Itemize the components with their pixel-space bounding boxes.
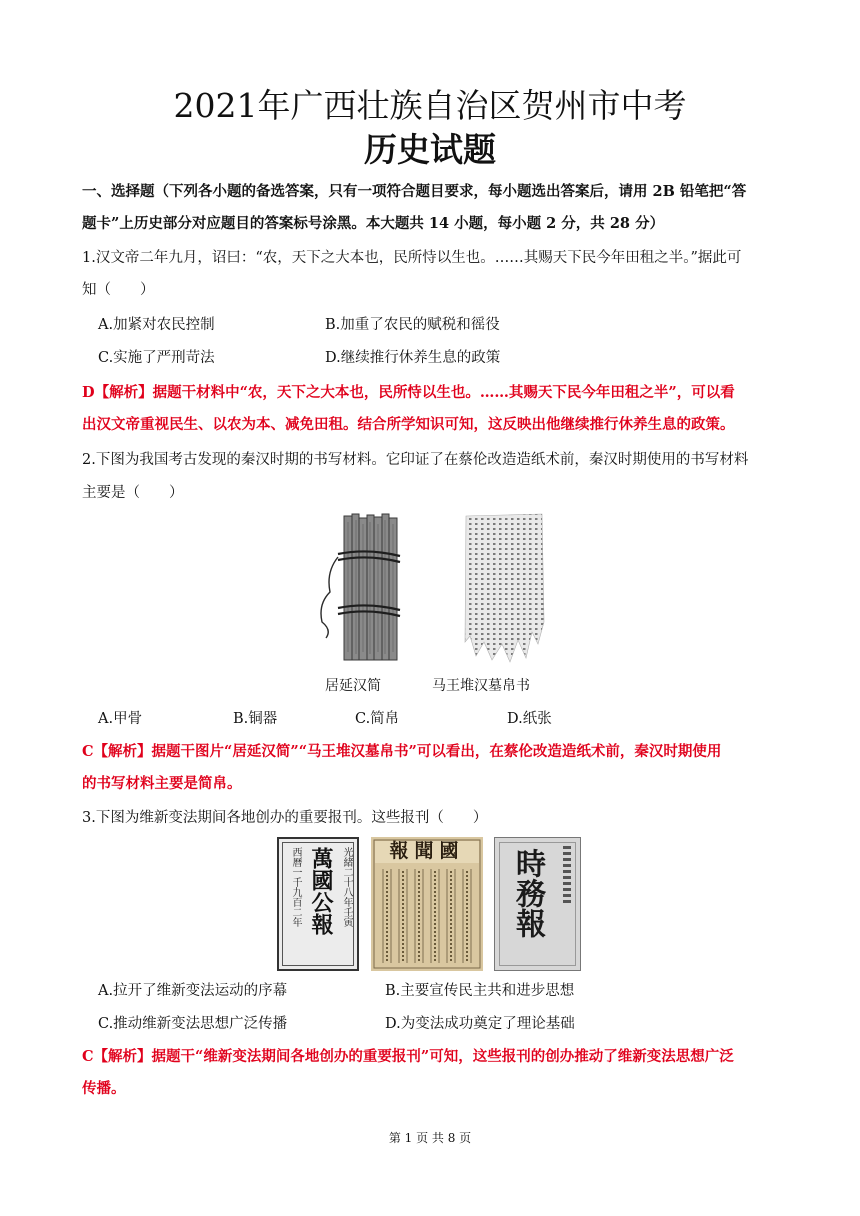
- shiwu-bao-newspaper-image: [494, 837, 581, 971]
- q2-answer-line1: C【解析】据题干图片“居延汉简”“马王堆汉墓帛书”可以看出，在蔡伦改造造纸术前，秦汉时期使用: [82, 743, 722, 760]
- q3-option-b: B.主要宣传民主共和进步思想: [385, 983, 575, 999]
- section-instructions-line1: 一、选择题（下列各小题的备选答案，只有一项符合题目要求，每小题选出答案后，请用 2B 铅笔把“答: [82, 183, 747, 200]
- q3-option-d: D.为变法成功奠定了理论基础: [385, 1016, 575, 1032]
- q2-stem-line2: 主要是（ ）: [82, 485, 184, 501]
- juyan-bamboo-slips-image: [308, 512, 408, 664]
- page-number-footer: 第 1 页 共 8 页: [388, 1131, 472, 1145]
- q2-option-c: C.简帛: [355, 711, 400, 727]
- q1-option-c: C.实施了严刑苛法: [98, 350, 215, 366]
- exam-subtitle: 历史试题: [364, 130, 496, 169]
- wanguo-gongbao-newspaper-image: [277, 837, 359, 971]
- q2-stem-line1: 2.下图为我国考古发现的秦汉时期的书写材料。它印证了在蔡伦改造造纸术前，秦汉时期使用的书写材料: [82, 452, 749, 468]
- q2-option-a: A.甲骨: [98, 711, 143, 727]
- q2-answer-line2: 的书写材料主要是简帛。: [82, 775, 242, 792]
- q3-answer-line2: 传播。: [82, 1080, 126, 1097]
- q1-stem-line2: 知（ ）: [82, 282, 155, 298]
- q2-option-b: B.铜器: [233, 711, 278, 727]
- caption-mawangdui-silk: 马王堆汉墓帛书: [432, 678, 530, 694]
- q3-answer-line1: C【解析】据题干“维新变法期间各地创办的重要报刊”可知，这些报刊的创办推动了维新变法思想广泛: [82, 1048, 734, 1065]
- section-instructions-line2: 题卡”上历史部分对应题目的答案标号涂黑。本大题共 14 小题，每小题 2 分，共 28 分）: [82, 215, 665, 232]
- q1-option-d: D.继续推行休养生息的政策: [325, 350, 501, 366]
- q1-stem-line1: 1.汉文帝二年九月，诏曰：“农，天下之大本也，民所恃以生也。……其赐天下民今年田租之半。”据此可: [82, 250, 742, 266]
- mawangdui-silk-manuscript-image: [462, 512, 546, 664]
- wanguo-gongbao-date-right: 光緒二十八年壬寅: [341, 847, 352, 927]
- q1-answer-line1: D【解析】据题干材料中“农，天下之大本也，民所恃以生也。……其赐天下民今年田租之半”，可以看: [82, 384, 735, 401]
- q3-option-c: C.推动维新变法思想广泛传播: [98, 1016, 288, 1032]
- wanguo-gongbao-masthead: 萬國公報: [308, 847, 334, 935]
- q2-option-d: D.纸张: [507, 711, 552, 727]
- caption-juyan-slips: 居延汉简: [325, 678, 381, 694]
- shiwu-bao-masthead: 時務報: [510, 848, 545, 938]
- guowen-bao-masthead: 國聞報: [389, 840, 465, 862]
- q3-option-a: A.拉开了维新变法运动的序幕: [98, 983, 288, 999]
- wanguo-gongbao-date-left: 西曆一千九百二年: [290, 847, 301, 927]
- exam-title: 2021年广西壮族自治区贺州市中考: [173, 86, 687, 125]
- q1-answer-line2: 出汉文帝重视民生、以农为本、减免田租。结合所学知识可知，这反映出他继续推行休养生息的政策。: [82, 416, 735, 433]
- q1-option-b: B.加重了农民的赋税和徭役: [325, 317, 500, 333]
- q1-option-a: A.加紧对农民控制: [98, 317, 215, 333]
- q3-stem-line1: 3.下图为维新变法期间各地创办的重要报刊。这些报刊（ ）: [82, 810, 488, 826]
